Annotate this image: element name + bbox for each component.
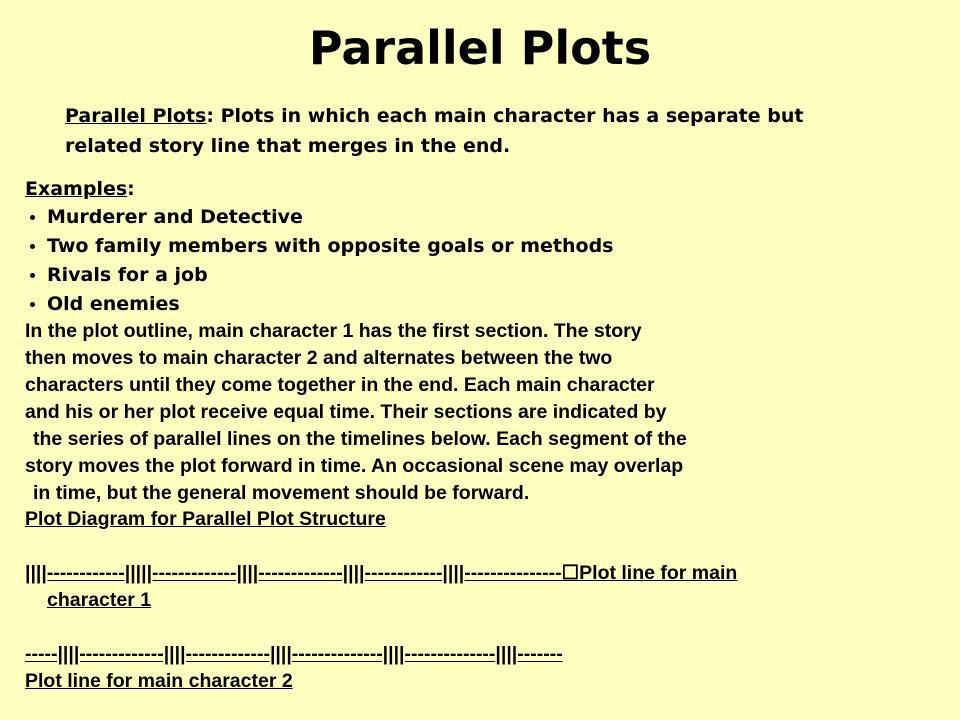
timeline-1-line: ||||------------|||||-------------||||-------------||||------------||||---------------☐Plot line for main [25, 562, 738, 584]
example-item-text: Murderer and Detective [47, 206, 303, 228]
list-item [25, 232, 613, 261]
explanation-line: characters until they come together in the end. Each main character [25, 374, 655, 396]
example-item-text: Two family members with opposite goals or methods [47, 235, 614, 257]
definition-text-line-2: related story line that merges in the end. [65, 135, 511, 157]
timeline-2-caption: Plot line for main character 2 [25, 670, 293, 692]
examples-heading-colon: : [127, 178, 135, 200]
explanation-line: the series of parallel lines on the timelines below. Each segment of the [33, 428, 687, 450]
bullet-icon [30, 273, 35, 278]
explanation-paragraph [25, 318, 940, 507]
bullet-icon [30, 215, 35, 220]
explanation-line: story moves the plot forward in time. An occasional scene may overlap [25, 455, 684, 477]
definition-term: Parallel Plots [65, 105, 207, 127]
timeline-character-1 [25, 560, 940, 614]
explanation-line: then moves to main character 2 and alternates between the two [25, 347, 613, 369]
definition-text-line-1: Plots in which each main character has a separate but [213, 105, 804, 127]
list-item [25, 261, 613, 290]
bullet-icon [30, 244, 35, 249]
example-item-text: Rivals for a job [47, 264, 208, 286]
definition-paragraph [65, 101, 925, 161]
explanation-line: and his or her plot receive equal time. Their sections are indicated by [25, 401, 667, 423]
examples-list [25, 203, 613, 319]
timeline-1-caption: character 1 [47, 589, 152, 611]
explanation-line: In the plot outline, main character 1 has the first section. The story [25, 320, 642, 342]
definition-separator: : [206, 105, 214, 127]
list-item [25, 290, 613, 319]
list-item [25, 203, 613, 232]
bullet-icon [30, 302, 35, 307]
timeline-2-line: -----||||-------------||||-------------||||--------------||||--------------||||------- [25, 643, 563, 665]
example-item-text: Old enemies [47, 293, 180, 315]
slide-title: Parallel Plots [308, 21, 652, 75]
examples-heading-label: Examples [25, 178, 128, 200]
examples-heading [25, 174, 135, 204]
diagram-title: Plot Diagram for Parallel Plot Structure [25, 508, 386, 530]
timeline-character-2 [25, 641, 940, 695]
explanation-line: in time, but the general movement should be forward. [33, 482, 530, 504]
